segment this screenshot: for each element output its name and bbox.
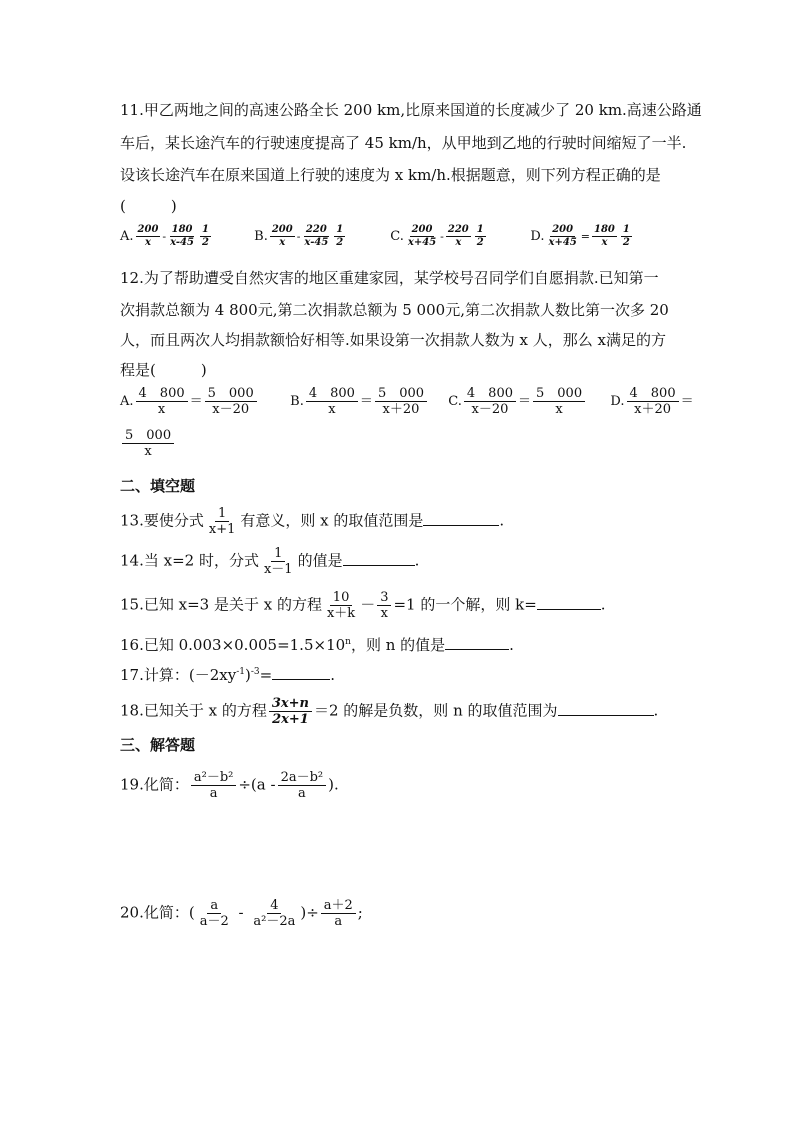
q16: 16.已知 $0.003\times 0.005=1.5\times 10^n$，则 n 的值是 .	[120, 636, 514, 654]
fraction: $\frac{1}{2}$	[476, 224, 484, 248]
fraction: $\frac{4}{\text{a²－2a}}$	[253, 898, 296, 929]
fraction: $\frac{1}{2}$	[622, 224, 630, 248]
q11-line-1: 11.甲乙两地之间的高速公路全长 200 km,比原来国道的长度减少了 20 km.高速公路通	[120, 101, 702, 119]
q19: 19.化简： $\frac{\text{a²－b²}}{a}$ ÷(a - $\frac{\text{2a－b²}}{a}$ ).	[120, 770, 339, 801]
fraction: $\frac{1}{x-1}$	[263, 546, 293, 577]
option-label: D.	[530, 229, 545, 244]
option-label: A.	[120, 229, 134, 244]
q14: 14.当 x=2 时，分式 $\frac{1}{x-1}$ 的值是 .	[120, 546, 420, 577]
q11-options	[120, 224, 634, 249]
fraction: $\frac{5 000}{x}$	[533, 386, 585, 417]
fraction: $\frac{\text{2a－b²}}{a}$	[278, 770, 327, 801]
answer-blank[interactable]	[272, 665, 330, 680]
q11-option-c: C. $\frac{200}{x+45}$ - $\frac{220}{x}$ $\frac{1}{2}$	[390, 224, 484, 248]
q11-option-d: D. $\frac{200}{x+45}$ = $\frac{180}{x}$ $\frac{1}{2}$	[530, 224, 630, 248]
answer-blank[interactable]	[445, 635, 509, 650]
q12-option-d: D. $\frac{4 800}{x+20}$ ＝	[610, 386, 694, 417]
fraction: $\frac{5 000}{x+20}$	[375, 386, 427, 417]
option-label: A.	[120, 394, 134, 409]
q11-option-b: B. $\frac{200}{x}$ - $\frac{220}{x-45}$ $\frac{1}{2}$	[254, 224, 344, 248]
q17: 17.计算：$(-2xy^{-1})^{-3}=$ .	[120, 666, 335, 684]
section-heading-fill-in: 二、填空题	[120, 477, 196, 495]
section-heading-solutions: 三、解答题	[120, 736, 196, 754]
fraction: $\frac{\text{a²－b²}}{a}$	[191, 770, 237, 801]
fraction: $\frac{3}{x}$	[377, 590, 391, 621]
fraction: $\frac{a+2}{a}$	[321, 898, 356, 929]
fraction: $\frac{200}{x+45}$	[407, 224, 437, 248]
q12-line-4: 程是( )	[120, 361, 207, 379]
option-label: C.	[448, 394, 462, 409]
fraction: $\frac{200}{x}$	[271, 224, 293, 248]
fraction: $\frac{4 800}{x+20}$	[627, 386, 679, 417]
q18: 18.已知关于 x 的方程 $\frac{3x+n}{2x+1}$ ＝2 的解是负数，则 n 的取值范围为 .	[120, 696, 659, 727]
answer-blank[interactable]	[423, 511, 499, 526]
fraction: $\frac{a}{a-2}$	[199, 898, 229, 929]
fraction: $\frac{1}{x+1}$	[208, 506, 236, 537]
q12-line-2: 次捐款总额为 4 800元,第二次捐款总额为 5 000元,第二次捐款人数比第一次多 20	[120, 301, 669, 319]
fraction: $\frac{220}{x}$	[447, 224, 469, 248]
q12-option-c: C. $\frac{4 800}{x-20}$ ＝ $\frac{5 000}{x}$	[448, 386, 606, 417]
q12-options	[120, 386, 694, 417]
answer-blank[interactable]	[537, 595, 601, 610]
fraction: $\frac{220}{x-45}$	[304, 224, 329, 248]
q12-option-d-wrap	[120, 428, 176, 459]
option-label: C.	[390, 229, 404, 244]
answer-blank[interactable]	[343, 551, 415, 566]
q12-option-a: A. $\frac{4 800}{x}$ ＝ $\frac{5 000}{x-20}$	[120, 386, 286, 417]
fraction: $\frac{4 800}{x}$	[306, 386, 358, 417]
fraction: $\frac{5 000}{x}$	[122, 428, 174, 459]
q11-option-a: A. $\frac{200}{x}$ - $\frac{180}{x-45}$ $\frac{1}{2}$	[120, 224, 209, 248]
fraction: $\frac{1}{2}$	[336, 224, 344, 248]
q11-line-3: 设该长途汽车在原来国道上行驶的速度为 x km/h.根据题意，则下列方程正确的是	[120, 166, 661, 184]
q12-line-3: 人，而且两次人均捐款额恰好相等.如果设第一次捐款人数为 x 人，那么 x满足的方	[120, 331, 666, 349]
q11-line-2: 车后，某长途汽车的行驶速度提高了 45 km/h，从甲地到乙地的行驶时间缩短了一半.	[120, 134, 687, 152]
fraction: $\frac{3x+n}{2x+1}$	[269, 696, 312, 727]
q15: 15.已知 x=3 是关于 x 的方程 $\frac{10}{x+k}$ － $\frac{3}{x}$ =1 的一个解，则 k= .	[120, 590, 606, 621]
option-label: B.	[254, 229, 268, 244]
q13: 13.要使分式 $\frac{1}{x+1}$ 有意义，则 x 的取值范围是 .	[120, 506, 505, 537]
q11-answer-paren: ( )	[120, 197, 177, 215]
fraction: $\frac{200}{x}$	[137, 224, 159, 248]
fraction: $\frac{5 000}{x-20}$	[205, 386, 257, 417]
option-label: D.	[610, 394, 625, 409]
fraction: $\frac{200}{x+45}$	[548, 224, 577, 248]
fraction: $\frac{180}{x}$	[594, 224, 615, 248]
fraction: $\frac{10}{x+k}$	[326, 590, 356, 621]
fraction: $\frac{180}{x-45}$	[170, 224, 194, 248]
q12-line-1: 12.为了帮助遭受自然灾害的地区重建家园，某学校号召同学们自愿捐款.已知第一	[120, 269, 659, 287]
answer-blank[interactable]	[558, 701, 654, 716]
q12-option-b: B. $\frac{4 800}{x}$ ＝ $\frac{5 000}{x+20}$	[290, 386, 444, 417]
fraction: $\frac{4 800}{x}$	[136, 386, 188, 417]
option-label: B.	[290, 394, 304, 409]
fraction: $\frac{1}{2}$	[201, 224, 209, 248]
fraction: $\frac{4 800}{x-20}$	[464, 386, 516, 417]
q20: 20.化简：( $\frac{a}{a-2}$ - $\frac{4}{\text{a²－2a}}$ )÷ $\frac{a+2}{a}$ ;	[120, 898, 363, 929]
